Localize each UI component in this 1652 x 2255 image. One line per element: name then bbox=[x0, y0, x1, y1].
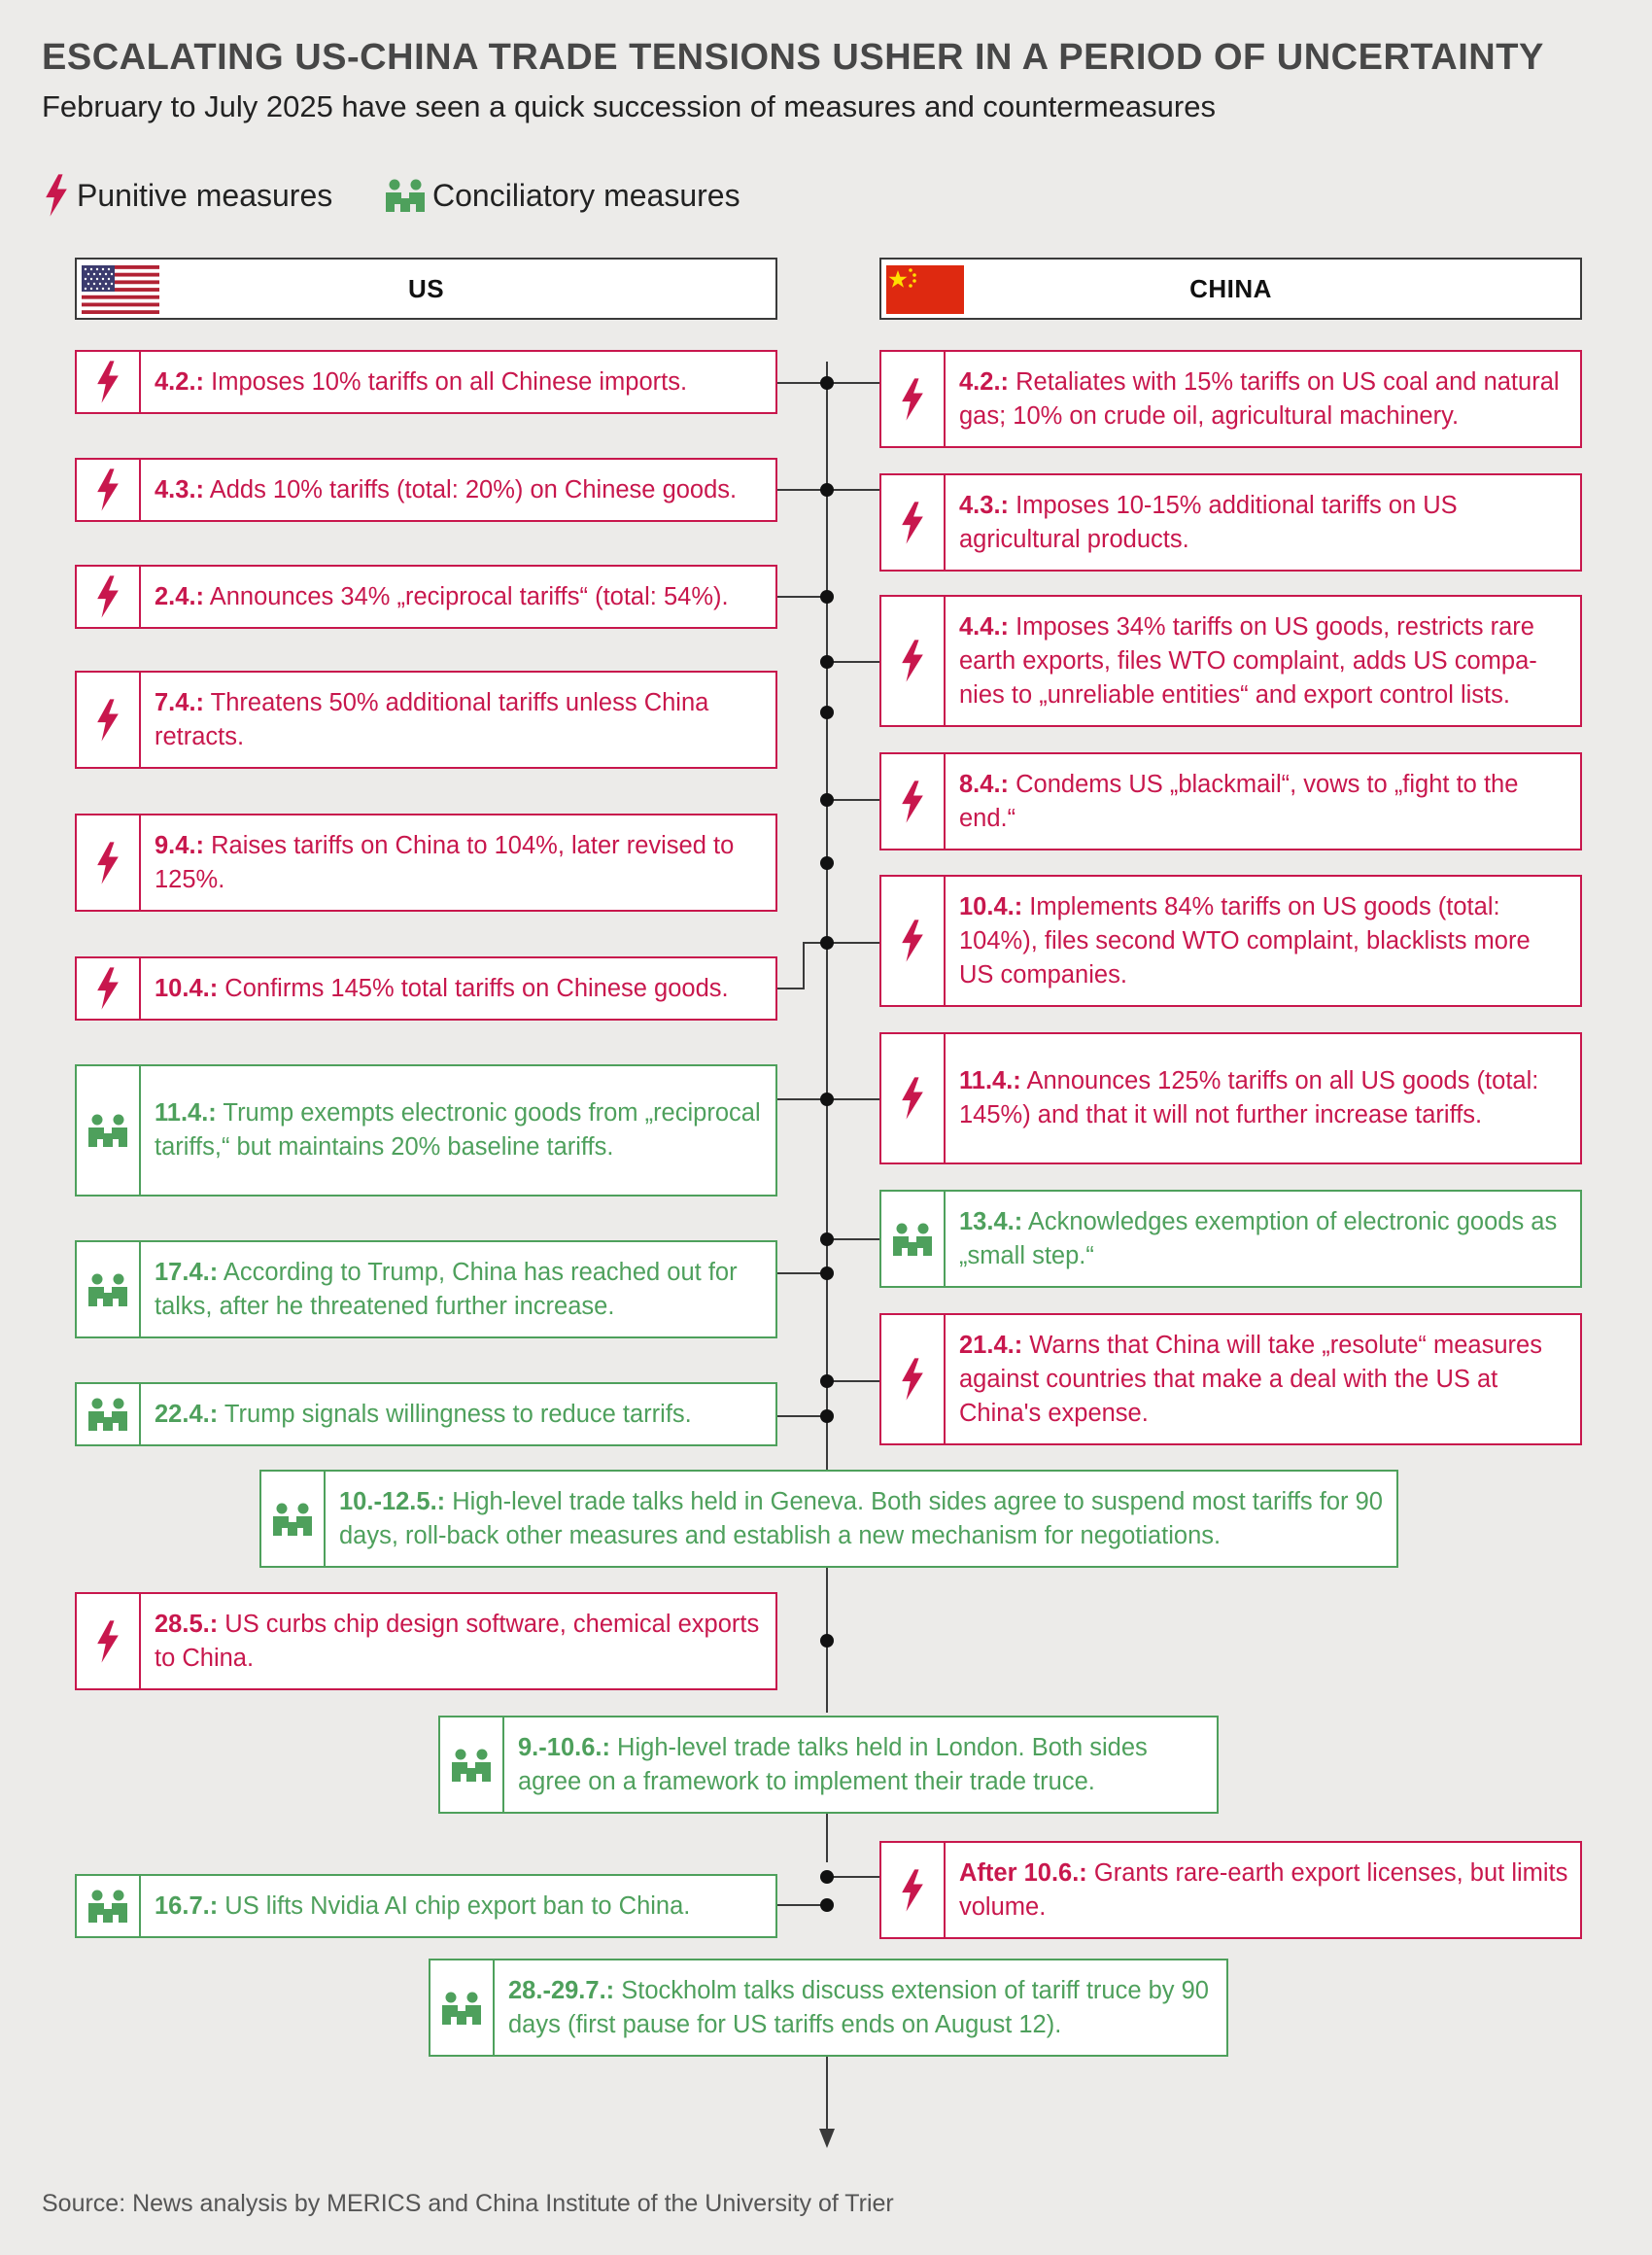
event-date: 28.5.: bbox=[155, 1610, 219, 1638]
event-date: 4.2.: bbox=[155, 367, 205, 396]
event-box bbox=[259, 1470, 1398, 1568]
lightning-icon bbox=[95, 468, 120, 511]
event-date: 11.4.: bbox=[155, 1099, 217, 1127]
page-title: ESCALATING US-CHINA TRADE TENSIONS USHER IN A PERIOD OF UNCERTAINTY bbox=[42, 37, 1544, 78]
event-text: Grants rare-earth export licenses, but limits volume. bbox=[959, 1858, 1568, 1921]
event-box bbox=[75, 671, 777, 769]
people-icon bbox=[88, 1273, 127, 1306]
event-text: Trump signals willingness to reduce tarrifs. bbox=[218, 1400, 692, 1428]
event-text: Raises tariffs on China to 104%, later revised to 125%. bbox=[155, 831, 735, 893]
lightning-icon bbox=[95, 967, 120, 1010]
event-text: Confirms 145% total tariffs on Chinese goods. bbox=[218, 974, 729, 1002]
people-icon bbox=[273, 1503, 312, 1536]
event-box bbox=[879, 875, 1582, 1007]
event-box bbox=[75, 1874, 777, 1938]
event-text: Imposes 34% tariffs on US goods, restricts rare earth exports, files WTO complaint, adds US compa-nies to „unreliable entities“ and export control lists. bbox=[959, 612, 1537, 709]
event-text: According to Trump, China has reached out for talks, after he threatened further increase. bbox=[155, 1258, 738, 1320]
event-box bbox=[75, 814, 777, 912]
event-text: High-level trade talks held in Geneva. Both sides agree to suspend most tariffs for 90 days, roll-back other measures and establish a new mechanism for negotiations. bbox=[339, 1487, 1383, 1549]
event-box bbox=[75, 1592, 777, 1690]
event-text: Announces 34% „reciprocal tariffs“ (total: 54%). bbox=[204, 582, 729, 610]
event-date: 22.4.: bbox=[155, 1400, 219, 1428]
event-date: 4.3.: bbox=[155, 475, 205, 503]
event-box bbox=[879, 1032, 1582, 1164]
event-text: Implements 84% tariffs on US goods (total: 104%), files second WTO complaint, blacklists more US companies. bbox=[959, 892, 1531, 989]
event-box bbox=[879, 1841, 1582, 1939]
page-subtitle: February to July 2025 have seen a quick succession of measures and countermeasures bbox=[42, 89, 1216, 123]
event-date: 10.4.: bbox=[959, 892, 1023, 920]
event-box bbox=[75, 458, 777, 522]
lightning-icon bbox=[900, 919, 925, 962]
people-icon bbox=[88, 1398, 127, 1431]
event-box bbox=[879, 1190, 1582, 1288]
event-text: Adds 10% tariffs (total: 20%) on Chinese goods. bbox=[204, 475, 738, 503]
event-date: 17.4.: bbox=[155, 1258, 219, 1286]
lightning-icon bbox=[900, 640, 925, 682]
lightning-icon bbox=[95, 361, 120, 403]
people-icon bbox=[893, 1223, 932, 1256]
event-box bbox=[879, 752, 1582, 850]
event-date: 11.4.: bbox=[959, 1067, 1021, 1094]
lightning-icon bbox=[900, 781, 925, 823]
event-text: Threatens 50% additional tariffs unless China retracts. bbox=[155, 688, 709, 750]
event-text: Acknowledges exemption of electronic goods as „small step.“ bbox=[959, 1207, 1558, 1269]
event-text: Warns that China will take „resolute“ measures against countries that make a deal with the US at China's expense. bbox=[959, 1331, 1542, 1427]
event-box bbox=[429, 1959, 1228, 2057]
event-date: 28.-29.7.: bbox=[508, 1976, 615, 2004]
event-date: 2.4.: bbox=[155, 582, 205, 610]
event-date: 4.4.: bbox=[959, 612, 1010, 641]
event-box bbox=[75, 1064, 777, 1197]
lightning-icon bbox=[900, 1869, 925, 1912]
lightning-icon bbox=[900, 1077, 925, 1120]
event-date: 4.2.: bbox=[959, 367, 1010, 396]
event-date: 9.-10.6.: bbox=[518, 1733, 610, 1761]
event-box bbox=[75, 350, 777, 414]
event-text: Imposes 10% tariffs on all Chinese imports. bbox=[204, 367, 688, 396]
event-date: 10.-12.5.: bbox=[339, 1487, 446, 1515]
event-date: 21.4.: bbox=[959, 1331, 1023, 1359]
event-date: 7.4.: bbox=[155, 688, 205, 716]
lightning-icon bbox=[95, 842, 120, 885]
event-box bbox=[75, 1240, 777, 1338]
people-icon bbox=[452, 1749, 491, 1782]
event-date: 10.4.: bbox=[155, 974, 219, 1002]
lightning-icon bbox=[95, 699, 120, 742]
lightning-icon bbox=[95, 1620, 120, 1663]
event-box bbox=[879, 1313, 1582, 1445]
event-date: 4.3.: bbox=[959, 491, 1010, 519]
event-date: 9.4.: bbox=[155, 831, 205, 859]
event-box bbox=[879, 350, 1582, 448]
event-text: Trump exempts electronic goods from „reciprocal tariffs,“ but maintains 20% baseline tariffs. bbox=[155, 1099, 761, 1161]
event-box bbox=[75, 1382, 777, 1446]
legend-conciliatory-label: Conciliatory measures bbox=[432, 177, 740, 213]
event-box bbox=[879, 595, 1582, 727]
event-text: High-level trade talks held in London. Both sides agree on a framework to implement their trade truce. bbox=[518, 1733, 1148, 1795]
event-text: Announces 125% tariffs on all US goods (total: 145%) and that it will not further increase tariffs. bbox=[959, 1067, 1539, 1128]
event-text: US lifts Nvidia AI chip export ban to China. bbox=[218, 1891, 691, 1920]
us-header-label: US bbox=[407, 273, 445, 303]
china-header-label: CHINA bbox=[1189, 273, 1272, 303]
lightning-icon bbox=[900, 1358, 925, 1401]
event-box bbox=[438, 1716, 1219, 1814]
event-box bbox=[75, 565, 777, 629]
event-date: 8.4.: bbox=[959, 770, 1010, 798]
people-icon bbox=[88, 1114, 127, 1147]
event-text: Stockholm talks discuss extension of tariff truce by 90 days (first pause for US tariffs ends on August 12). bbox=[508, 1976, 1209, 2038]
event-date: After 10.6.: bbox=[959, 1858, 1087, 1887]
event-date: 16.7.: bbox=[155, 1891, 219, 1920]
lightning-icon bbox=[95, 575, 120, 618]
source-note: Source: News analysis by MERICS and China Institute of the University of Trier bbox=[42, 2190, 894, 2217]
lightning-icon bbox=[900, 502, 925, 544]
people-icon bbox=[88, 1890, 127, 1923]
event-date: 13.4.: bbox=[959, 1207, 1023, 1235]
event-text: US curbs chip design software, chemical exports to China. bbox=[155, 1610, 760, 1672]
event-box bbox=[879, 473, 1582, 572]
lightning-icon bbox=[900, 378, 925, 421]
event-text: Imposes 10-15% additional tariffs on US agricultural products. bbox=[959, 491, 1458, 553]
event-box bbox=[75, 956, 777, 1021]
people-icon bbox=[442, 1992, 481, 2025]
event-text: Retaliates with 15% tariffs on US coal and natural gas; 10% on crude oil, agricultural machinery. bbox=[959, 367, 1560, 430]
event-text: Condems US „blackmail“, vows to „fight to the end.“ bbox=[959, 770, 1519, 832]
legend-punitive-label: Punitive measures bbox=[77, 177, 333, 213]
